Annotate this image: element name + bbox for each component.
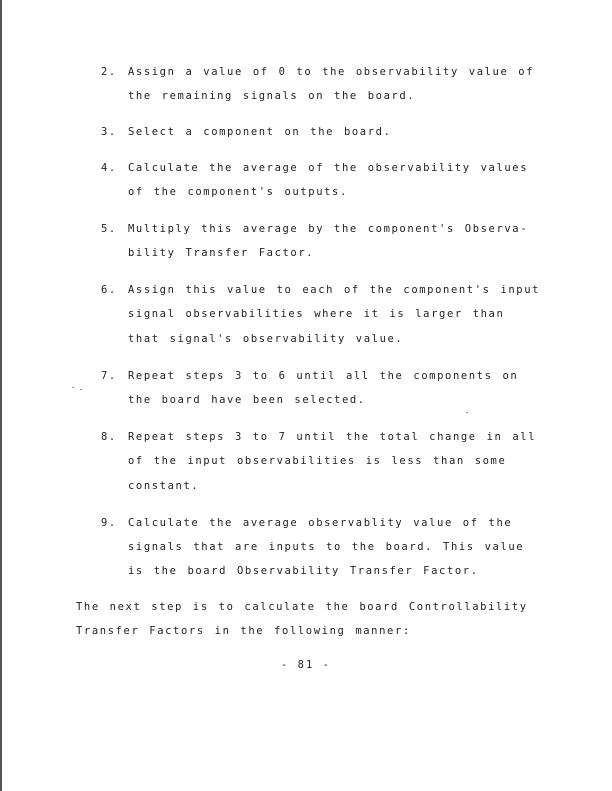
step-text-line: that signal's observability value. <box>128 333 404 345</box>
step-number: 9. <box>101 517 117 529</box>
step-text-line: the remaining signals on the board. <box>128 90 416 102</box>
step-text-line: Select a component on the board. <box>128 126 392 138</box>
step-text-line: is the board Observability Transfer Factor. <box>128 565 479 577</box>
step-text-line: the board have been selected. <box>128 394 366 406</box>
step-number: 6. <box>101 284 117 296</box>
step-text-line: Calculate the average observablity value of the <box>128 517 513 529</box>
step-text-line: bility Transfer Factor. <box>128 247 315 259</box>
step-number: 5. <box>101 223 117 235</box>
step-number: 2. <box>101 66 117 78</box>
step-text-line: constant. <box>128 480 200 492</box>
step-text-line: Assign a value of 0 to the observability value of <box>128 66 535 78</box>
step-text-line: signal observabilities where it is larger than <box>128 308 505 320</box>
paragraph-line: Transfer Factors in the following manner: <box>76 625 411 637</box>
scan-speck <box>80 389 82 390</box>
step-number: 7. <box>101 370 117 382</box>
paragraph-line: The next step is to calculate the board Controllability <box>76 601 528 613</box>
step-text-line: of the input observabilities is less than some <box>128 455 507 467</box>
step-text-line: Repeat steps 3 to 6 until all the components on <box>128 370 519 382</box>
page-edge <box>0 0 2 791</box>
step-number: 4. <box>101 162 117 174</box>
step-text-line: Repeat steps 3 to 7 until the total change in all <box>128 431 537 443</box>
step-number: 8. <box>101 431 117 443</box>
step-number: 3. <box>101 126 117 138</box>
step-text-line: Calculate the average of the observability values <box>128 162 529 174</box>
step-text-line: Multiply this average by the component's Observa- <box>128 223 529 235</box>
page-number: - 81 - <box>281 659 331 671</box>
step-text-line: of the component's outputs. <box>128 186 348 198</box>
step-text-line: signals that are inputs to the board. This value <box>128 541 525 553</box>
step-text-line: Assign this value to each of the component's input <box>128 284 541 296</box>
scan-speck <box>72 387 74 388</box>
scan-speck <box>466 412 468 413</box>
